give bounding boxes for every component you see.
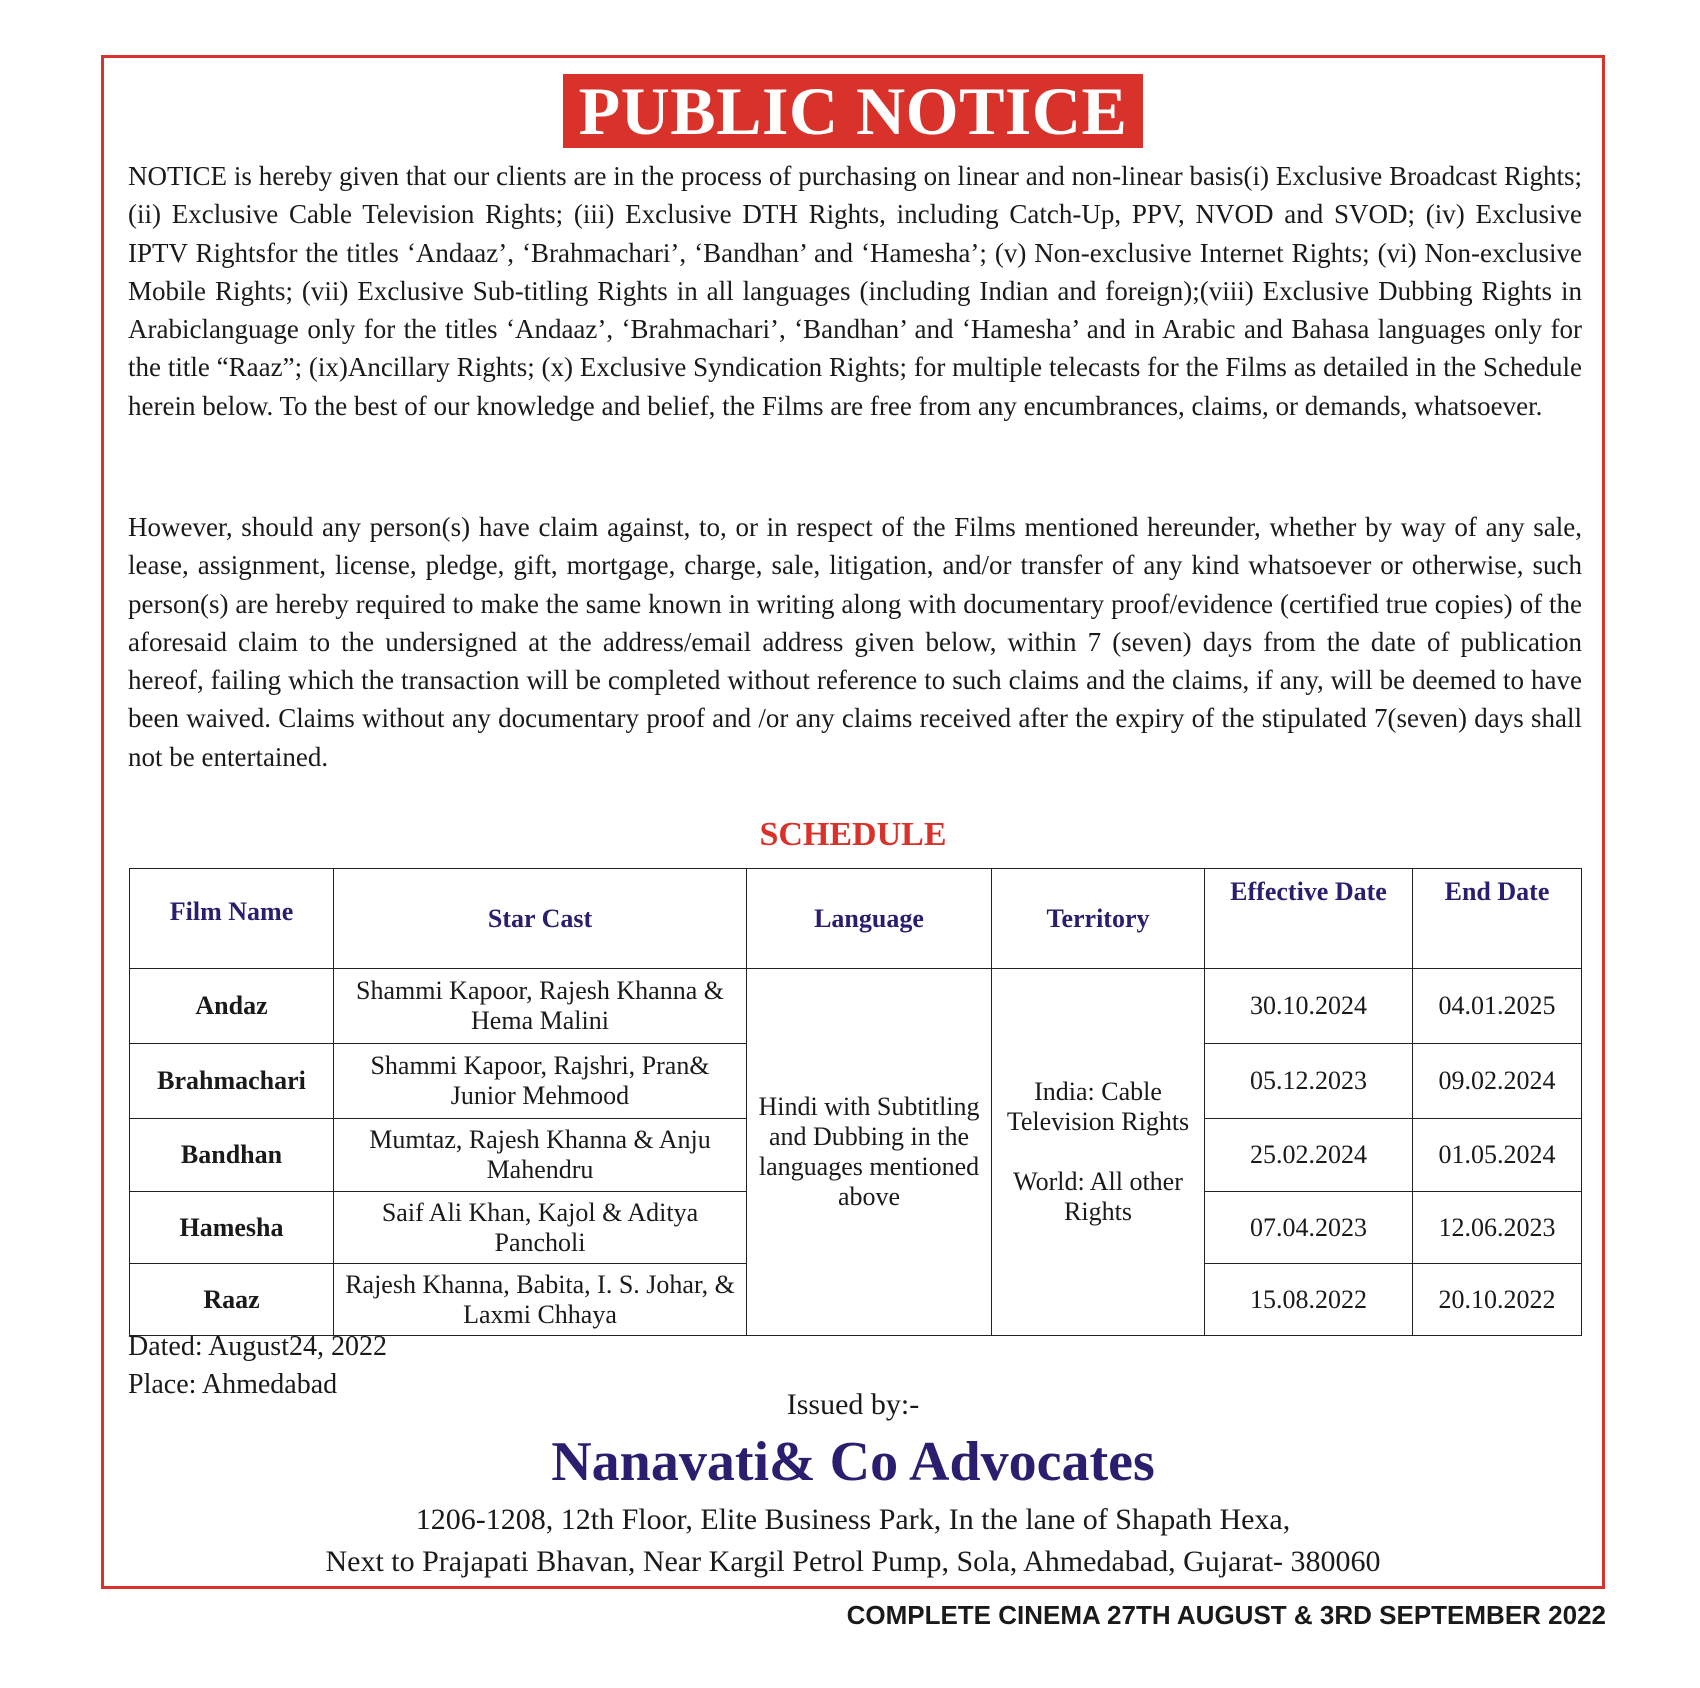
film-name-cell: Brahmachari [130, 1044, 334, 1119]
end-date-cell: 20.10.2022 [1413, 1264, 1582, 1336]
effective-date-cell: 15.08.2022 [1205, 1264, 1413, 1336]
territory-world: World: All other Rights [1013, 1167, 1183, 1226]
territory-spacer [998, 1137, 1198, 1167]
header-effective-date: Effective Date [1205, 869, 1413, 969]
notice-title: PUBLIC NOTICE [563, 74, 1144, 148]
star-cast-cell: Shammi Kapoor, Rajesh Khanna & Hema Malini [334, 969, 747, 1044]
effective-date-cell: 05.12.2023 [1205, 1044, 1413, 1119]
header-language: Language [747, 869, 992, 969]
film-name-cell: Hamesha [130, 1192, 334, 1264]
header-end-date: End Date [1413, 869, 1582, 969]
table-header-row [130, 869, 1582, 969]
header-territory: Territory [992, 869, 1205, 969]
schedule-table [129, 868, 1582, 1336]
end-date-cell: 09.02.2024 [1413, 1044, 1582, 1119]
star-cast-cell: Shammi Kapoor, Rajshri, Pran& Junior Mehmood [334, 1044, 747, 1119]
end-date-cell: 04.01.2025 [1413, 969, 1582, 1044]
notice-paragraph-1: NOTICE is hereby given that our clients are in the process of purchasing on linear and non-linear basis(i) Exclusive Broadcast Rights; (ii) Exclusive Cable Television Rights; (iii) Exclusive DTH Rights, including Catch-Up, PPV, NVOD and SVOD; (iv) Exclusive IPTV Rightsfor the titles ‘Andaaz’, ‘Brahmachari’, ‘Bandhan’ and ‘Hamesha’; (v) Non-exclusive Internet Rights; (vi) Non-exclusive Mobile Rights; (vii) Exclusive Sub-titling Rights in all languages (including Indian and foreign);(viii) Exclusive Dubbing Rights in Arabiclanguage only for the titles ‘Andaaz’, ‘Brahmachari’, ‘Bandhan’ and ‘Hamesha’ and in Arabic and Bahasa languages only for the title “Raaz”; (ix)Ancillary Rights; (x) Exclusive Syndication Rights; for multiple telecasts for the Films as detailed in the Schedule herein below. To the best of our knowledge and belief, the Films are free from any encumbrances, claims, or demands, whatsoever. [128, 161, 1582, 421]
film-name-cell: Raaz [130, 1264, 334, 1336]
film-name-cell: Bandhan [130, 1119, 334, 1192]
title-wrap [104, 74, 1602, 148]
firm-name: Nanavati& Co Advocates [551, 1431, 1155, 1493]
language-cell: Hindi with Subtitling and Dubbing in the languages mentioned above [747, 969, 992, 1336]
table-row [130, 969, 1582, 1044]
effective-date-cell: 07.04.2023 [1205, 1192, 1413, 1264]
notice-paragraph-2: However, should any person(s) have claim against, to, or in respect of the Films mentioned hereunder, whether by way of any sale, lease, assignment, license, pledge, gift, mortgage, charge, sale, litigation, and/or transfer of any kind whatsoever or otherwise, such person(s) are hereby required to make the same known in writing along with documentary proof/evidence (certified true copies) of the aforesaid claim to the undersigned at the address/email address given below, within 7 (seven) days from the date of publication hereof, failing which the transaction will be completed without reference to such claims and the claims, if any, will be deemed to have been waived. Claims without any documentary proof and /or any claims received after the expiry of the stipulated 7(seven) days shall not be entertained. [128, 512, 1582, 772]
schedule-title: SCHEDULE [759, 816, 947, 853]
dated-line: Dated: August24, 2022 [128, 1331, 387, 1362]
star-cast-cell: Saif Ali Khan, Kajol & Aditya Pancholi [334, 1192, 747, 1264]
header-film-name: Film Name [130, 869, 334, 969]
place-line: Place: Ahmedabad [128, 1369, 338, 1400]
publication-credit: COMPLETE CINEMA 27TH AUGUST & 3RD SEPTEMBER 2022 [846, 1600, 1606, 1630]
notice-frame [101, 55, 1605, 1589]
end-date-cell: 12.06.2023 [1413, 1192, 1582, 1264]
effective-date-cell: 25.02.2024 [1205, 1119, 1413, 1192]
address-line-2: Next to Prajapati Bhavan, Near Kargil Petrol Pump, Sola, Ahmedabad, Gujarat- 380060 [325, 1545, 1381, 1578]
star-cast-cell: Mumtaz, Rajesh Khanna & Anju Mahendru [334, 1119, 747, 1192]
header-star-cast: Star Cast [334, 869, 747, 969]
territory-india: India: Cable Television Rights [1006, 1077, 1190, 1136]
territory-cell [992, 969, 1205, 1336]
end-date-cell: 01.05.2024 [1413, 1119, 1582, 1192]
address-line-1: 1206-1208, 12th Floor, Elite Business Park, In the lane of Shapath Hexa, [415, 1503, 1291, 1536]
star-cast-cell: Rajesh Khanna, Babita, I. S. Johar, & Laxmi Chhaya [334, 1264, 747, 1336]
effective-date-cell: 30.10.2024 [1205, 969, 1413, 1044]
issued-by: Issued by:- [786, 1388, 920, 1421]
film-name-cell: Andaz [130, 969, 334, 1044]
